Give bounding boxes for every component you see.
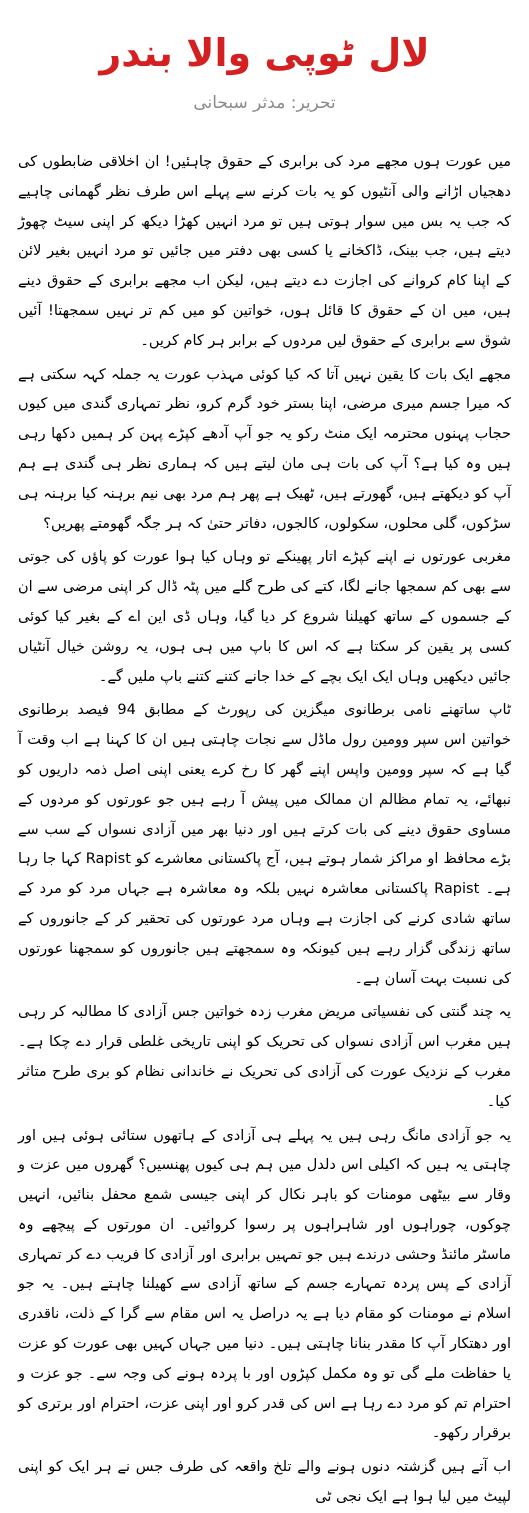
article-body <box>18 148 512 1506</box>
paragraph: ٹاپ ساتھنے نامی برطانوی میگزین کی رپورٹ کے مطابق 94 فیصد برطانوی خواتین اس سپر وومین رول ماڈل سے نجات چاہتی ہیں ان کا کہنا ہے اب وقت آ گیا ہے کہ سپر وومین واپس اپنے گھر کا رخ کرے یعنی اپنی اصل ذمہ داریوں کو نبھائے، یہ تمام مظالم ان ممالک میں پیش آ رہے ہیں جو عورتوں کو مردوں کے مساوی حقوق دینے کی بات کرتے ہیں اور دنیا بھر میں آزادی نسواں کے سب سے بڑے محافظ او مراکز شمار ہوتے ہیں، آج پاکستانی معاشرے کو Rapist کہا جا رہا ہے۔ Rapist پاکستانی معاشرہ نہیں بلکہ وہ معاشرہ ہے جہاں مرد کو مرد کے ساتھ شادی کرنے کی اجازت ہے وہاں مرد عورتوں کی تحقیر کر کے جانوروں کے ساتھ زندگی گزار رہے ہیں کیونکہ وہ سمجھتے ہیں جانوروں کو سمجھنا عورتوں کی نسبت بہت آسان ہے۔ <box>18 702 512 987</box>
paragraph: مغربی عورتوں نے اپنے کپڑے اتار پھینکے تو وہاں کیا ہوا عورت کو پاؤں کی جوتی سے بھی کم سمجھا جانے لگا، کتے کی طرح گلے میں پٹہ ڈال کر اپنی مرضی سے ان کے جسموں کے ساتھ کھیلنا شروع کر دیا گیا، وہاں ڈی این اے کے بغیر کیا کوئی کسی پر یقین کر سکتا ہے کہ اس کا باپ میں ہی ہوں، یہ روشن خیال آنٹیاں جائیں دیکھیں وہاں ایک ایک بچے کے خدا جانے کتنے کتنے باپ ملیں گے۔ <box>18 549 511 685</box>
article-byline: تحریر: مدثر سبحانی <box>193 93 336 113</box>
paragraph: مجھے ایک بات کا یقین نہیں آتا کہ کیا کوئی مہذب عورت یہ جملہ کہہ سکتی ہے کہ میرا جسم میری مرضی، اپنا بستر خود گرم کرو، نظر تمہاری گندی میں کیوں حجاب پہنوں محترمہ ایک منٹ رکو یہ جو آپ آدھے کپڑے پہن کر ہمیں دکھا رہی ہیں وہ کیا ہے؟ آپ کی بات ہی مان لیتے ہیں کہ ہماری نظر ہی گندی ہے ہم آپ کو دیکھتے ہیں، گھورتے ہیں، ٹھیک ہے پھر ہم مرد بھی نیم برہنہ کیا برہنہ ہی سڑکوں، گلی محلوں، سکولوں، کالجوں، دفاتر حتیٰ کہ ہر جگہ گھومتے پھریں؟ <box>18 366 511 532</box>
paragraph: اب آتے ہیں گزشتہ دنوں ہونے والے تلخ واقعہ کی طرف جس نے ہر ایک کو اپنی لپیٹ میں لیا ہوا ہے ایک نجی ٹی <box>18 1459 511 1506</box>
paragraph: یہ جو آزادی مانگ رہی ہیں یہ پہلے ہی آزادی کے ہاتھوں ستائی ہوئی ہیں اور چاہتی یہ ہیں کہ اکیلی اس دلدل میں ہم ہی کیوں پھنسیں؟ گھروں میں عزت و وقار سے بیٹھی مومنات کو باہر نکال کر اپنی جیسی شمع محفل بنائیں، انہیں چوکوں، چوراہوں اور شاہراہوں پر رسوا کروائیں۔ ان مورتوں کے پیچھے وہ ماسٹر مائنڈ وحشی درندے ہیں جو تمہیں برابری اور آزادی کا فریب دے کر تمہاری آزادی کے پس پردہ تمہارے جسم کے ساتھ آزادی سے کھیلنا چاہتے ہیں۔ یہ جو اسلام نے مومنات کو مقام دیا ہے یہ دراصل یہ اس مقام سے گرا کے ذلت، ناقدری اور دھتکار آپ کا مقدر بنانا چاہتی ہیں۔ دنیا میں جہاں کہیں بھی عورت کو عزت یا حفاظت ملے گی تو وہ مکمل کپڑوں اور با پردہ ہونے کی وجہ سے۔ جو عزت و احترام تم کو مرد دے رہا ہے اس کی قدر کرو اور اپنی عزت، احترام اور برتری کو برقرار رکھو۔ <box>18 1127 511 1442</box>
paragraph: میں عورت ہوں مجھے مرد کی برابری کے حقوق چاہئیں! ان اخلاقی ضابطوں کی دھجیاں اڑانے والی آنٹیوں کو یہ بات کرنے سے پہلے اس طرف نظر گھمانی چاہیے کہ جب یہ بس میں سوار ہوتی ہیں تو مرد انہیں کھڑا دیکھ کر اپنی سیٹ چھوڑ دیتے ہیں، جب بینک، ڈاکخانے یا کسی بھی دفتر میں جائیں تو مرد انہیں بغیر لائن کے اپنا کام کروانے کی اجازت دے دیتے ہیں، لیکن اب مجھے برابری کے حقوق دینے ہیں، میں ان کے حقوق کا قائل ہوں، خواتین کو میں کم تر نہیں سمجھتا! آئیں شوق سے برابری کے حقوق لیں مردوں کے برابر ہر کام کریں۔ <box>18 154 511 349</box>
paragraph: یہ چند گنتی کی نفسیاتی مریض مغرب زدہ خواتین جس آزادی کا مطالبہ کر رہی ہیں مغرب اس آزادی نسواں کی تحریک کو اپنی تاریخی غلطی قرار دے چکا ہے۔ مغرب کے نزدیک عورت کی آزادی کی تحریک نے خاندانی نظام کو بری طرح متاثر کیا۔ <box>18 1004 511 1110</box>
article-title: لال ٹوپی والا بندر <box>99 31 430 75</box>
